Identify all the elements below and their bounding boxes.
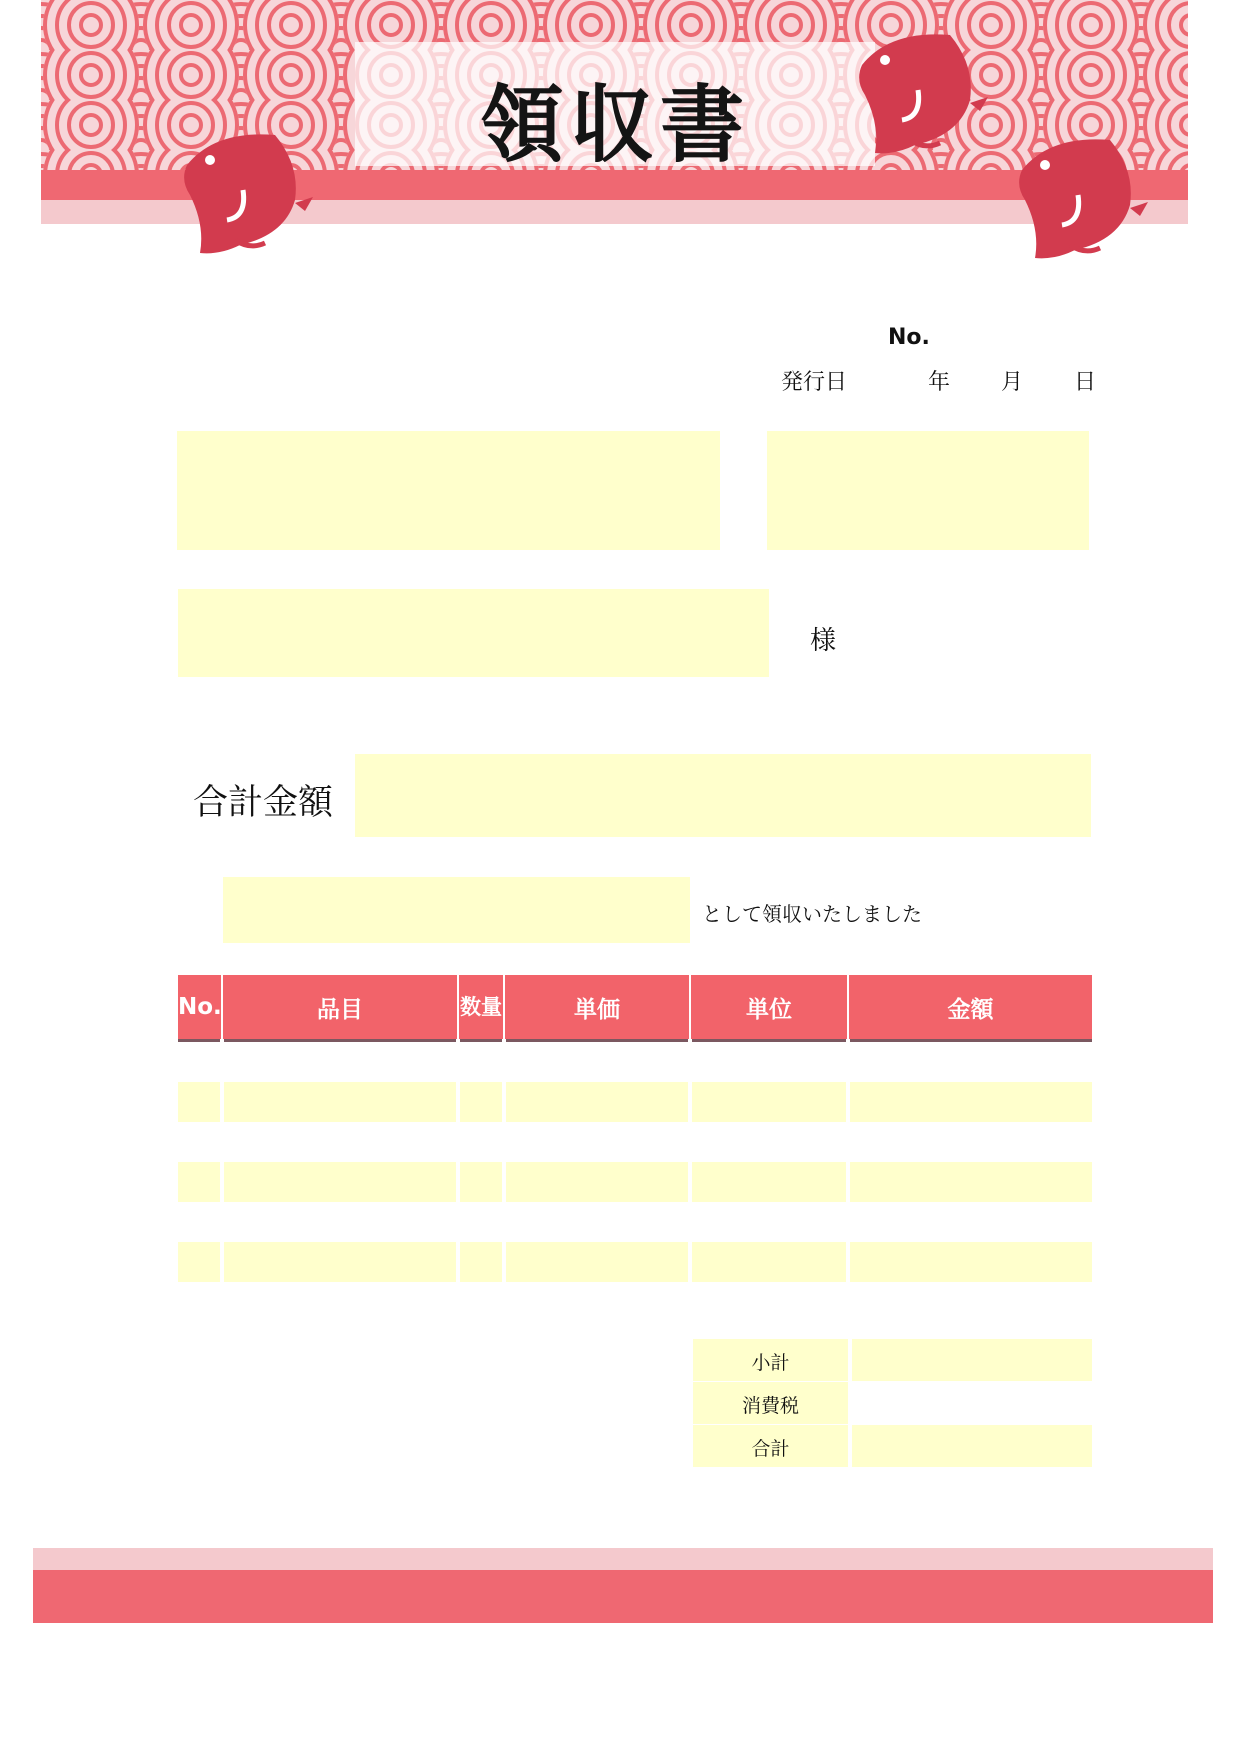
- tax-field[interactable]: [852, 1382, 1092, 1424]
- table-header-row: [178, 975, 1092, 1041]
- subtotal-field[interactable]: [852, 1339, 1092, 1381]
- day-label: 日: [1074, 370, 1097, 395]
- header-amount: 金額: [848, 975, 1092, 1041]
- recipient-suffix: 様: [810, 626, 837, 656]
- recipient-name-field[interactable]: [178, 589, 769, 677]
- header-item: 品目: [222, 975, 458, 1041]
- summary-total-label: 合計: [693, 1425, 848, 1467]
- table-row: [178, 1242, 1092, 1282]
- header-no: No.: [178, 975, 222, 1041]
- header-unit: 単位: [690, 975, 848, 1041]
- subtotal-label: 小計: [693, 1339, 848, 1381]
- month-label: 月: [1001, 370, 1024, 395]
- issue-date-label: 発行日: [781, 370, 848, 395]
- table-row: [178, 1162, 1092, 1202]
- header-quantity: 数量: [458, 975, 504, 1041]
- tax-label: 消費税: [693, 1382, 848, 1424]
- page-title: 領収書: [479, 76, 750, 174]
- table-row: [178, 1122, 1092, 1162]
- total-amount-field[interactable]: [355, 754, 1091, 837]
- header-unit-price: 単価: [504, 975, 690, 1041]
- purpose-field[interactable]: [223, 877, 690, 943]
- table-row: [178, 1082, 1092, 1122]
- footer-stripe: [33, 1570, 1213, 1623]
- item-table: [178, 975, 1092, 1282]
- table-row: [178, 1041, 1092, 1083]
- bird-icon: [850, 25, 1000, 160]
- year-label: 年: [928, 370, 951, 395]
- issuer-address-field[interactable]: [177, 431, 720, 550]
- total-amount-label: 合計金額: [193, 783, 334, 823]
- table-row: [178, 1202, 1092, 1242]
- bird-icon: [1010, 130, 1160, 265]
- footer-stripe-light: [33, 1548, 1213, 1570]
- bird-icon: [175, 125, 325, 260]
- received-text: として領収いたしました: [702, 902, 922, 926]
- receipt-number-label: No.: [888, 325, 930, 350]
- issuer-stamp-field[interactable]: [767, 431, 1089, 550]
- summary-total-field[interactable]: [852, 1425, 1092, 1467]
